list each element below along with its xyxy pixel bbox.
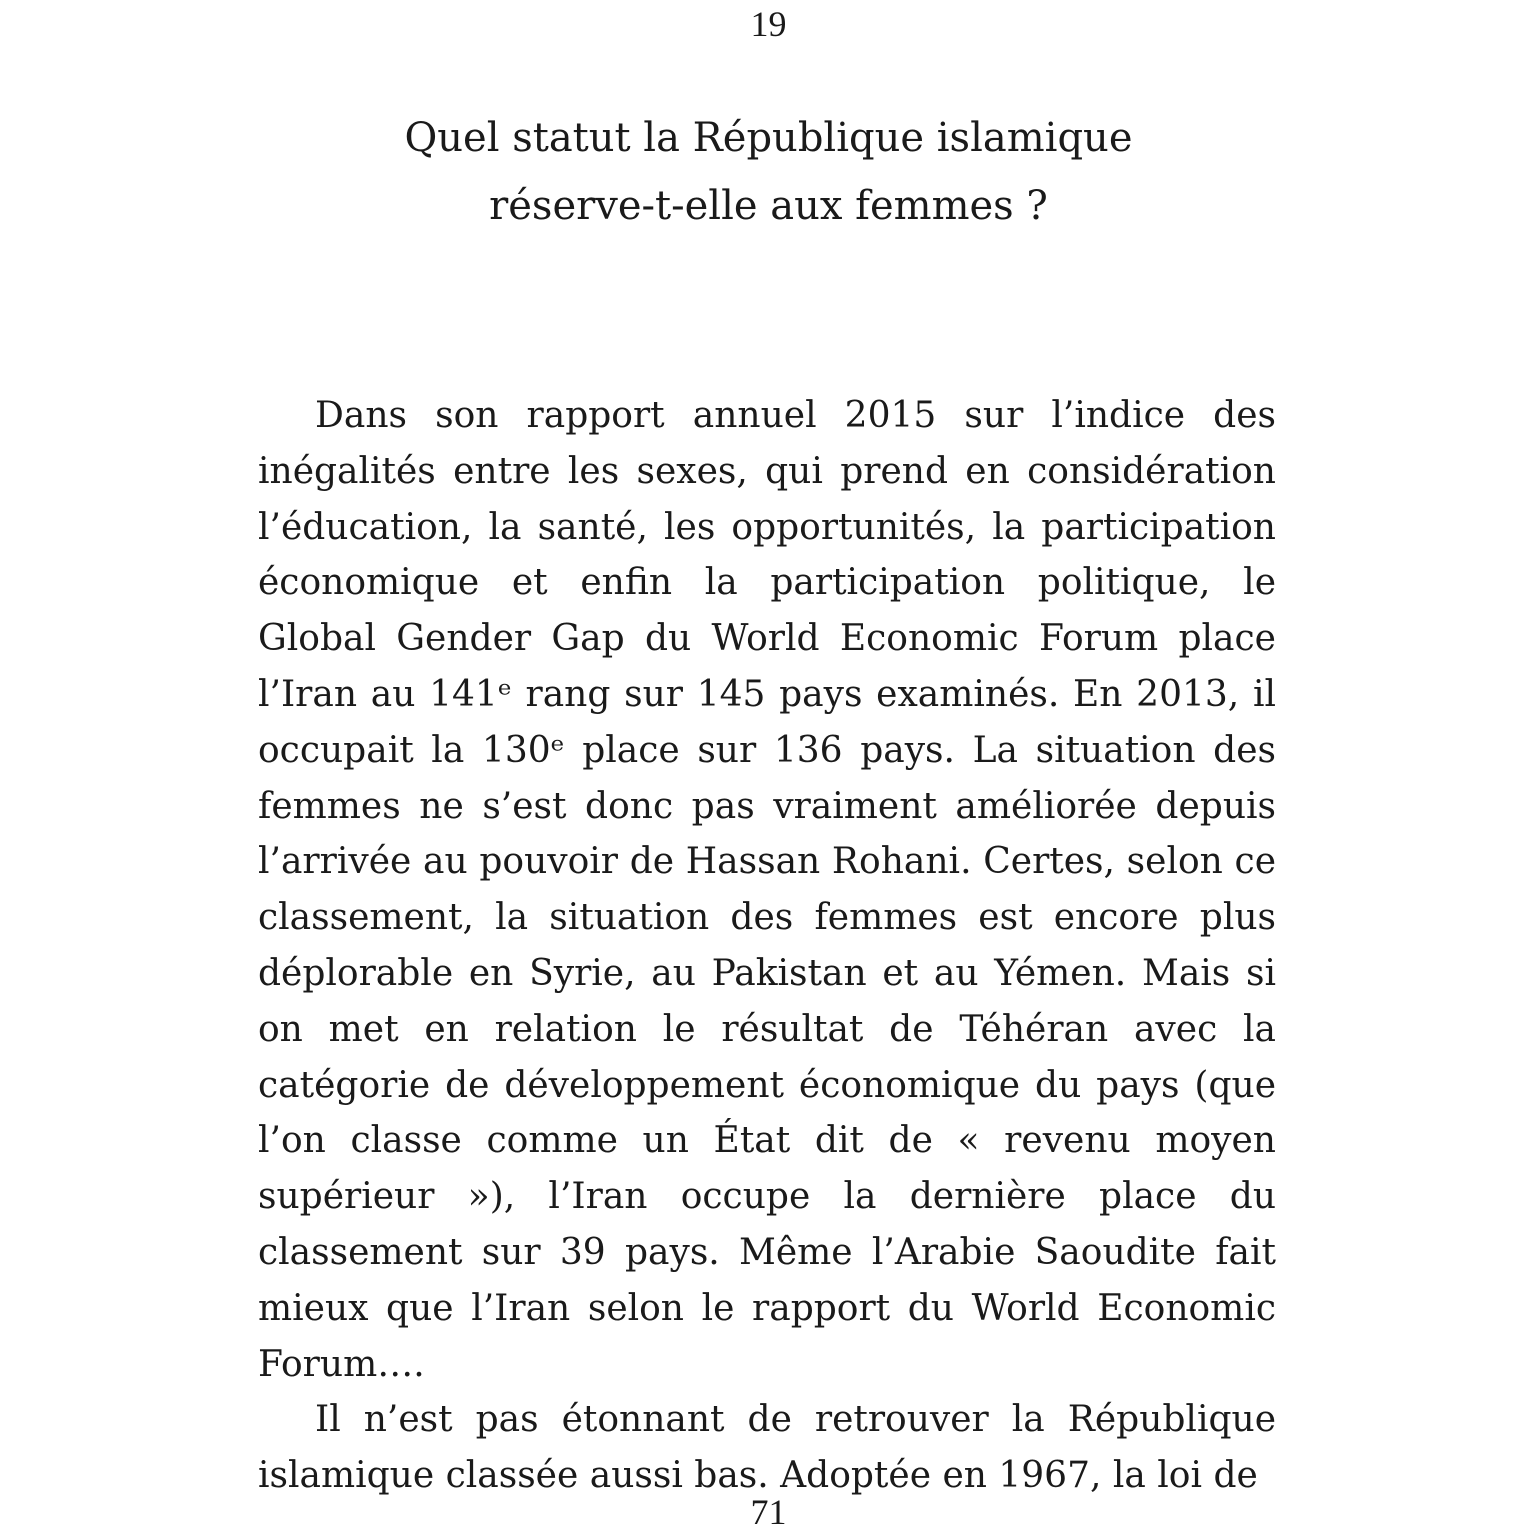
chapter-title xyxy=(0,104,1537,240)
body-text xyxy=(258,388,1276,1504)
page-number: 71 xyxy=(750,1492,787,1532)
paragraph-1: Dans son rapport annuel 2015 sur l’indice des inégalités entre les sexes, qui prend en considération l’éducation, la santé, les opportunités, la participation économique et enfin la participation politique, le Global Gender Gap du World Economic Forum place l’Iran au 141ᵉ rang sur 145 pays examinés. En 2013, il occupait la 130ᵉ place sur 136 pays. La situation des femmes ne s’est donc pas vraiment améliorée depuis l’arrivée au pouvoir de Hassan Rohani. Certes, selon ce classement, la situation des femmes est encore plus déplorable en Syrie, au Pakistan et au Yémen. Mais si on met en relation le résultat de Téhéran avec la catégorie de développement économique du pays (que l’on classe comme un État dit de « revenu moyen supérieur »), l’Iran occupe la dernière place du classement sur 39 pays. Même l’Arabie Saoudite fait mieux que l’Iran selon le rapport du World Economic Forum…. xyxy=(258,395,1276,1385)
chapter-title-line-1: Quel statut la République islamique xyxy=(404,115,1133,161)
chapter-title-line-2: réserve-t-elle aux femmes ? xyxy=(489,183,1048,229)
paragraph-2: Il n’est pas étonnant de retrouver la République islamique classée aussi bas. Adoptée en 1967, la loi de xyxy=(258,1399,1276,1497)
chapter-number: 19 xyxy=(750,4,787,44)
